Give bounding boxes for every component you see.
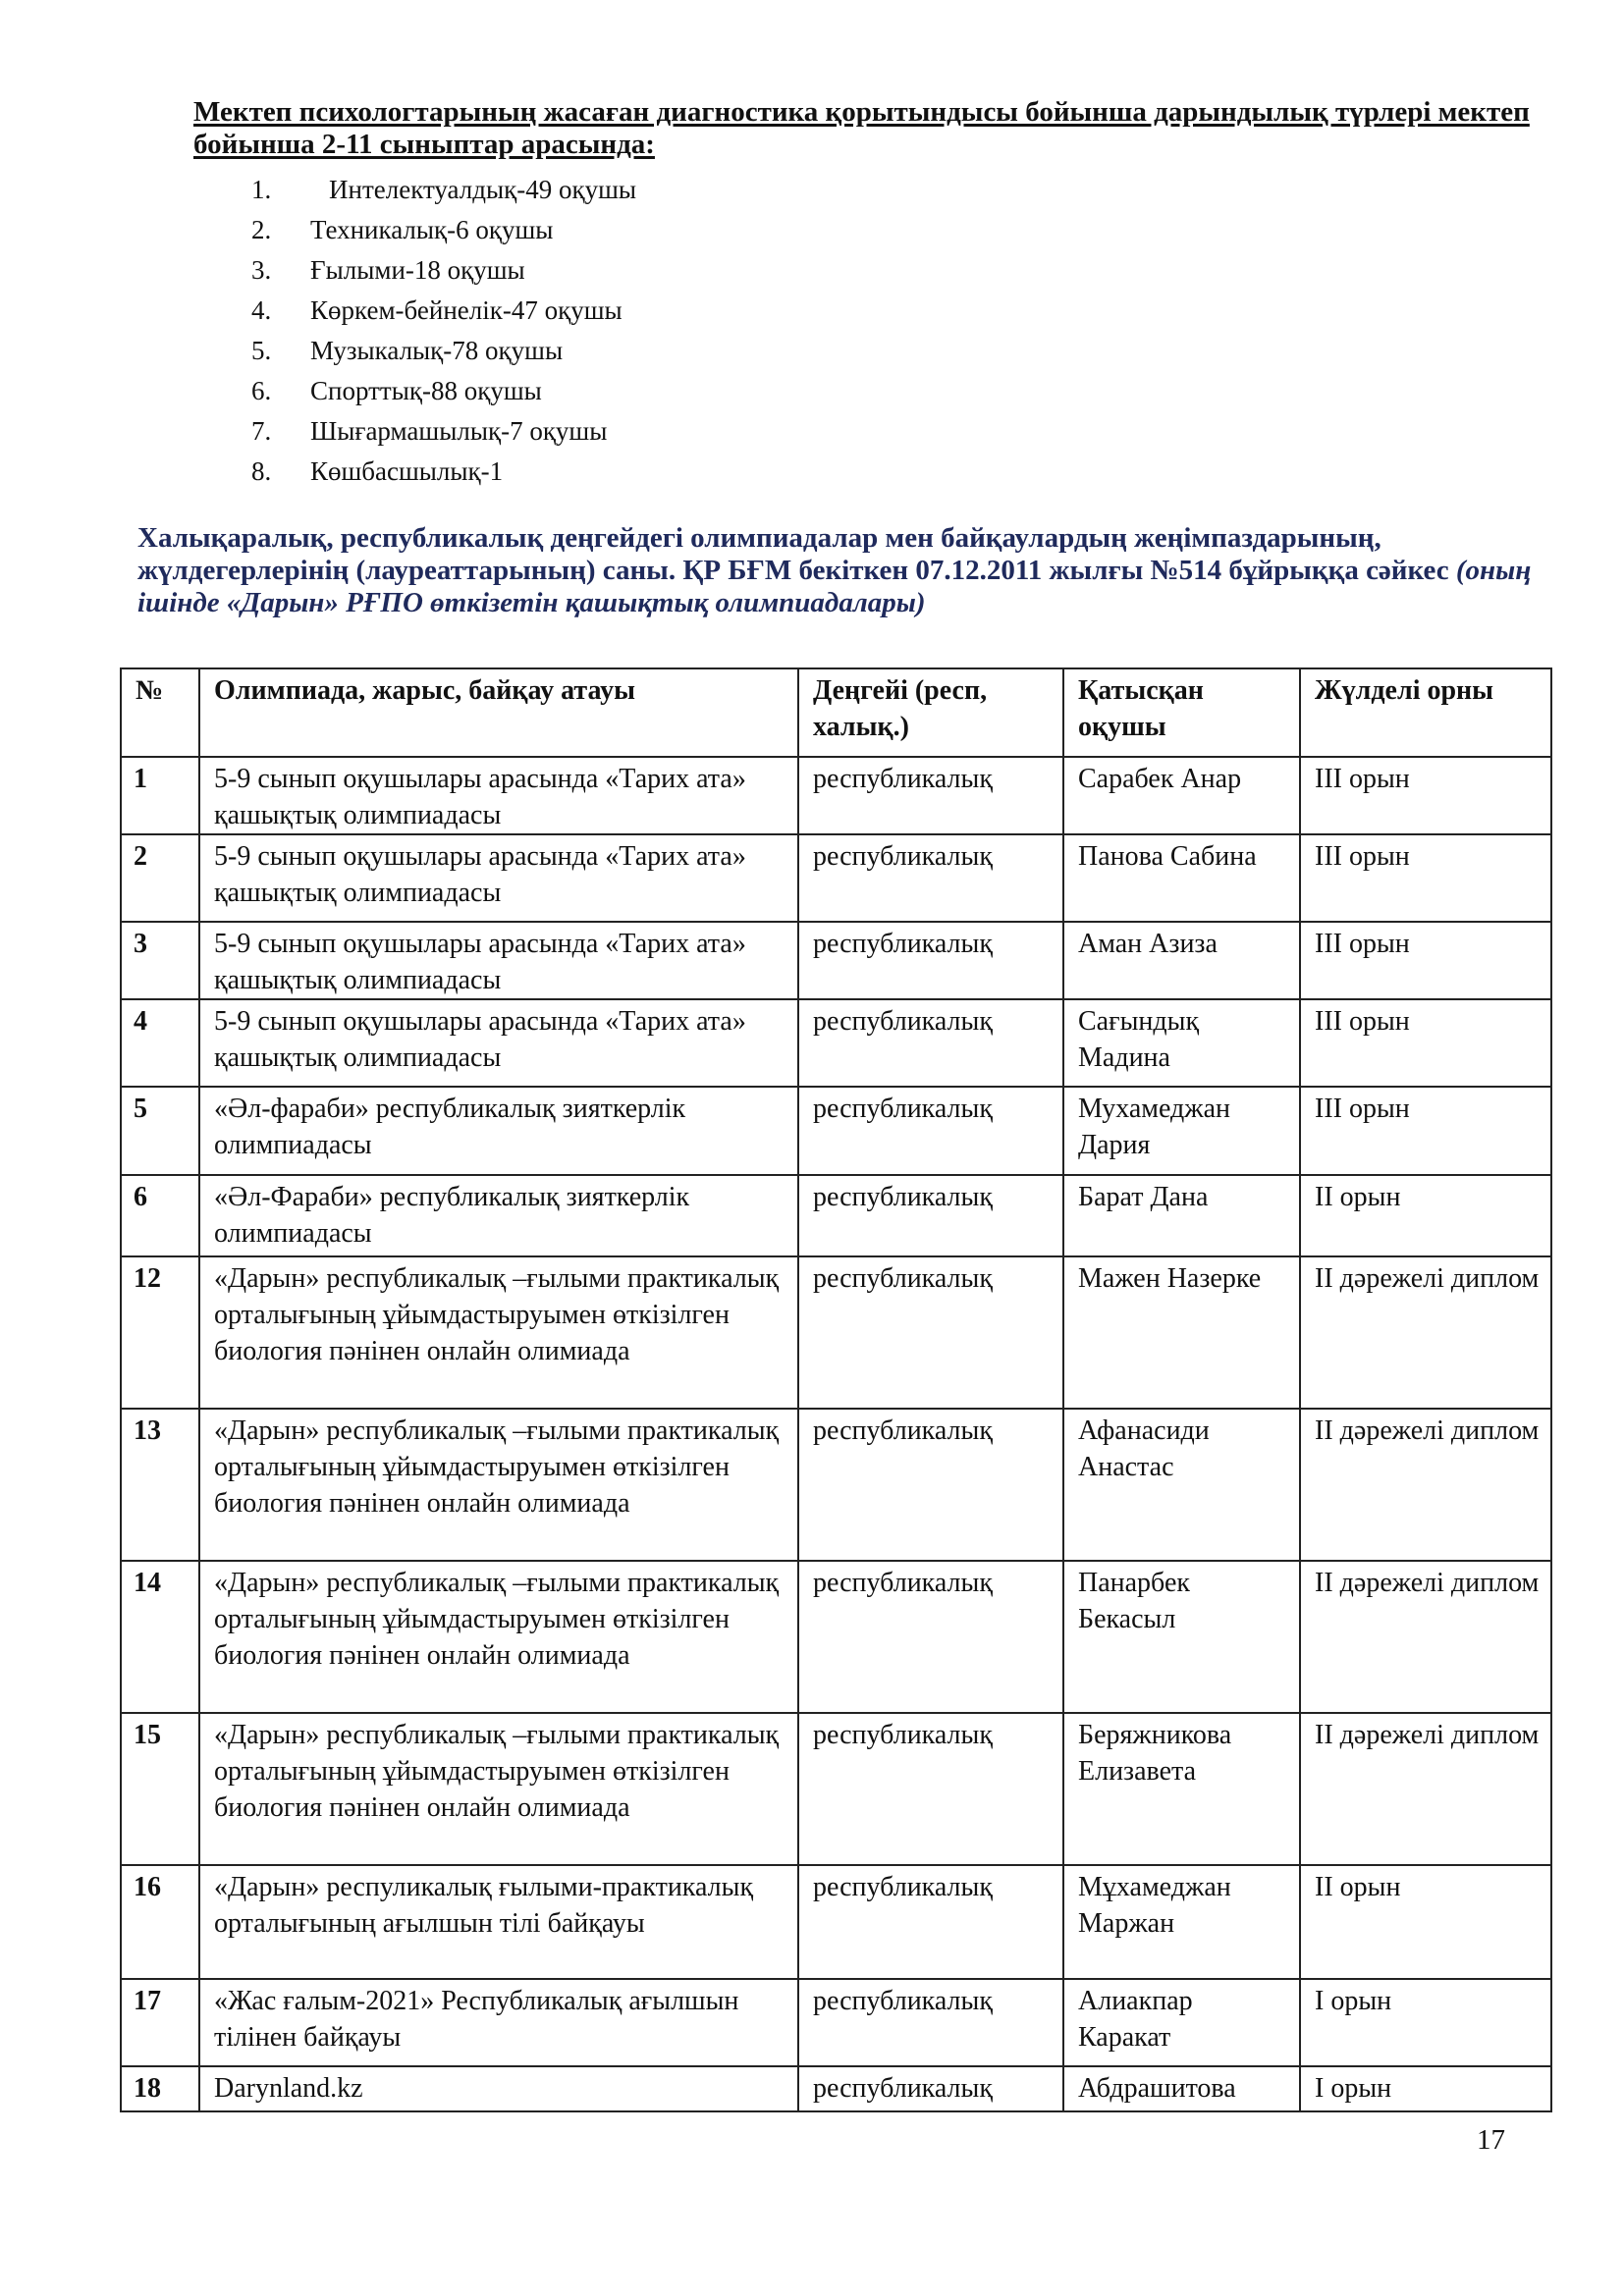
- cell-level: республикалық: [798, 1409, 1063, 1561]
- cell-place: II дәрежелі диплом: [1300, 1713, 1551, 1865]
- cell-olympiad-name: «Дарын» республикалық –ғылыми практикалық орталығының ұйымдастыруымен өткізілген биология пәнінен онлайн олимиада: [199, 1256, 798, 1409]
- cell-olympiad-name: «Дарын» респуликалық ғылыми-практикалық орталығының ағылшын тілі байқауы: [199, 1865, 798, 1979]
- table-row: [121, 1979, 1551, 2066]
- list-item-number: 4.: [251, 295, 272, 325]
- cell-olympiad-name: 5-9 сынып оқушылары арасында «Тарих ата» қашықтық олимпиадасы: [199, 834, 798, 922]
- cell-place: II дәрежелі диплом: [1300, 1409, 1551, 1561]
- table-row: [121, 1713, 1551, 1865]
- cell-place: III орын: [1300, 922, 1551, 999]
- cell-olympiad-name: «Әл-фараби» республикалық зияткерлік олимпиадасы: [199, 1087, 798, 1175]
- list-item-number: 8.: [251, 456, 272, 486]
- cell-place: II дәрежелі диплом: [1300, 1561, 1551, 1713]
- list-item-text: Шығармашылық-7 оқушы: [310, 416, 608, 446]
- cell-number: 15: [121, 1713, 199, 1865]
- cell-level: республикалық: [798, 1865, 1063, 1979]
- list-item-text: Музыкалық-78 оқушы: [310, 336, 564, 365]
- cell-number: 5: [121, 1087, 199, 1175]
- cell-level: республикалық: [798, 1175, 1063, 1256]
- list-item-number: 5.: [251, 336, 272, 365]
- cell-student: Панова Сабина: [1063, 834, 1300, 922]
- table-row: [121, 1865, 1551, 1979]
- cell-student: Мұхамеджан Маржан: [1063, 1865, 1300, 1979]
- cell-student: Сарабек Анар: [1063, 757, 1300, 834]
- list-item-number: 2.: [251, 215, 272, 244]
- cell-number: 14: [121, 1561, 199, 1713]
- cell-olympiad-name: 5-9 сынып оқушылары арасында «Тарих ата» қашықтық олимпиадасы: [199, 922, 798, 999]
- table-row: [121, 1256, 1551, 1409]
- cell-level: республикалық: [798, 1713, 1063, 1865]
- list-item-number: 3.: [251, 255, 272, 285]
- page-number: 17: [1477, 2124, 1505, 2156]
- cell-number: 1: [121, 757, 199, 834]
- cell-student: Мажен Назерке: [1063, 1256, 1300, 1409]
- cell-olympiad-name: 5-9 сынып оқушылары арасында «Тарих ата» қашықтық олимпиадасы: [199, 999, 798, 1087]
- olympiad-section-heading: [137, 522, 1561, 619]
- table-row: [121, 922, 1551, 999]
- list-item-text: Техникалық-6 оқушы: [310, 215, 554, 244]
- cell-level: республикалық: [798, 1561, 1063, 1713]
- table-row: [121, 2066, 1551, 2111]
- cell-place: II орын: [1300, 1865, 1551, 1979]
- list-item-text: Көркем-бейнелік-47 оқушы: [310, 295, 623, 325]
- cell-olympiad-name: «Дарын» республикалық –ғылыми практикалық орталығының ұйымдастыруымен өткізілген биология пәнінен онлайн олимиада: [199, 1561, 798, 1713]
- cell-student: Аман Азиза: [1063, 922, 1300, 999]
- cell-level: республикалық: [798, 999, 1063, 1087]
- cell-number: 16: [121, 1865, 199, 1979]
- table-row: [121, 1087, 1551, 1175]
- cell-place: I орын: [1300, 2066, 1551, 2111]
- olympiad-heading-note: (оның ішінде «Дарын» РҒПО өткізетін қашықтық олимпиадалары): [137, 555, 1532, 618]
- cell-number: 12: [121, 1256, 199, 1409]
- cell-student: Алиакпар Каракат: [1063, 1979, 1300, 2066]
- header-place: Жүлделі орны: [1300, 668, 1551, 757]
- cell-student: Афанасиди Анастас: [1063, 1409, 1300, 1561]
- olympiad-heading-main: Халықаралық, республикалық деңгейдегі олимпиадалар мен байқаулардың жеңімпаздарының, жүлдегерлерінің (лауреаттарының) саны. ҚР БҒМ бекіткен 07.12.2011 жылғы №514 бұйрыққа сәйкес: [137, 522, 1456, 586]
- cell-number: 17: [121, 1979, 199, 2066]
- cell-number: 2: [121, 834, 199, 922]
- cell-place: II дәрежелі диплом: [1300, 1256, 1551, 1409]
- cell-number: 18: [121, 2066, 199, 2111]
- list-item-text: Интелектуалдық-49 оқушы: [329, 175, 637, 204]
- cell-olympiad-name: 5-9 сынып оқушылары арасында «Тарих ата» қашықтық олимпиадасы: [199, 757, 798, 834]
- cell-student: Барат Дана: [1063, 1175, 1300, 1256]
- cell-level: республикалық: [798, 757, 1063, 834]
- table-header-row: [121, 668, 1551, 757]
- cell-place: I орын: [1300, 1979, 1551, 2066]
- cell-place: II орын: [1300, 1175, 1551, 1256]
- cell-olympiad-name: «Әл-Фараби» республикалық зияткерлік олимпиадасы: [199, 1175, 798, 1256]
- table-row: [121, 834, 1551, 922]
- cell-place: III орын: [1300, 834, 1551, 922]
- cell-level: республикалық: [798, 922, 1063, 999]
- header-olympiad-name: Олимпиада, жарыс, байқау атауы: [199, 668, 798, 757]
- table-row: [121, 1409, 1551, 1561]
- cell-olympiad-name: «Дарын» республикалық –ғылыми практикалық орталығының ұйымдастыруымен өткізілген биология пәнінен онлайн олимиада: [199, 1713, 798, 1865]
- cell-level: республикалық: [798, 1979, 1063, 2066]
- cell-number: 3: [121, 922, 199, 999]
- cell-place: III орын: [1300, 1087, 1551, 1175]
- cell-olympiad-name: «Дарын» республикалық –ғылыми практикалық орталығының ұйымдастыруымен өткізілген биология пәнінен онлайн олимиада: [199, 1409, 798, 1561]
- table-row: [121, 757, 1551, 834]
- header-student: Қатысқан оқушы: [1063, 668, 1300, 757]
- cell-student: Беряжникова Елизавета: [1063, 1713, 1300, 1865]
- cell-student: Мухамеджан Дария: [1063, 1087, 1300, 1175]
- list-item-number: 1.: [251, 175, 272, 204]
- cell-level: республикалық: [798, 834, 1063, 922]
- list-item-text: Спорттық-88 оқушы: [310, 376, 542, 405]
- header-level: Деңгейі (респ, халық.): [798, 668, 1063, 757]
- cell-number: 13: [121, 1409, 199, 1561]
- cell-number: 4: [121, 999, 199, 1087]
- table-row: [121, 1175, 1551, 1256]
- olympiad-results-table: [120, 667, 1552, 2112]
- list-item-text: Көшбасшылық-1: [310, 456, 504, 486]
- table-row: [121, 999, 1551, 1087]
- cell-level: республикалық: [798, 2066, 1063, 2111]
- cell-number: 6: [121, 1175, 199, 1256]
- cell-place: III орын: [1300, 757, 1551, 834]
- cell-olympiad-name: Darynland.kz: [199, 2066, 798, 2111]
- table-row: [121, 1561, 1551, 1713]
- list-item-number: 6.: [251, 376, 272, 405]
- header-number: №: [121, 668, 199, 757]
- cell-student: Сағындық Мадина: [1063, 999, 1300, 1087]
- cell-level: республикалық: [798, 1087, 1063, 1175]
- cell-place: III орын: [1300, 999, 1551, 1087]
- cell-student: Абдрашитова: [1063, 2066, 1300, 2111]
- cell-olympiad-name: «Жас ғалым-2021» Республикалық ағылшын тілінен байқауы: [199, 1979, 798, 2066]
- list-item-number: 7.: [251, 416, 272, 446]
- cell-student: Панарбек Бекасыл: [1063, 1561, 1300, 1713]
- list-item-text: Ғылыми-18 оқушы: [310, 255, 525, 285]
- talent-types-heading: Мектеп психологтарының жасаған диагностика қорытындысы бойынша дарындылық түрлері мектеп бойынша 2-11 сыныптар арасында:: [193, 96, 1530, 160]
- cell-level: республикалық: [798, 1256, 1063, 1409]
